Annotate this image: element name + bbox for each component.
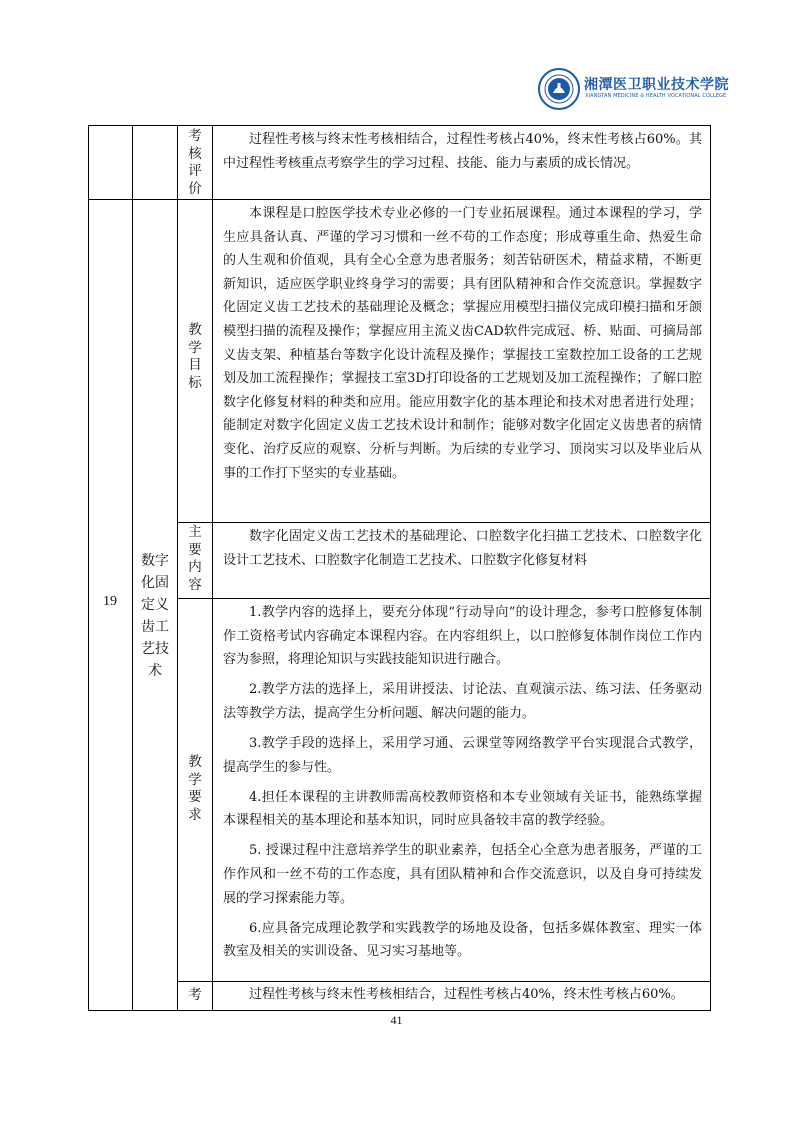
top-row-text-cell <box>223 128 702 175</box>
objectives-text-cell <box>223 202 702 485</box>
college-seal-icon <box>538 68 580 110</box>
requirement-item: 5. 授课过程中注意培养学生的职业素养，包括全心全意为患者服务，严谨的工作作风和一丝不苟的工作态度，具有团队精神和合作交流意识，以及自身可持续发展的学习探索能力等。 <box>223 843 702 906</box>
table-left-border <box>88 125 89 1011</box>
table-right-border <box>710 125 711 1011</box>
college-name: 湘潭医卫职业技术学院 <box>584 77 729 93</box>
requirement-item: 1.教学内容的选择上，要充分体现“行动导向”的设计理念，参考口腔修复体制作工资格考试内容确定本课程内容。在内容组织上，以口腔修复体制作岗位工作内容为参照，将理论知识与实践技能知识进行融合。 <box>223 605 702 668</box>
top-row-text: 过程性考核与终末性考核相结合，过程性考核占40%，终末性考核占60%。其中过程性考核重点考察学生的学习过程、技能、能力与素质的成长情况。 <box>223 132 702 171</box>
top-row-label: 考 核 评 价 <box>188 128 202 197</box>
requirements-text-cell <box>223 601 702 970</box>
column-separator-3 <box>212 125 213 1011</box>
assessment-label: 考 <box>188 987 202 1003</box>
content-text-cell <box>223 525 702 572</box>
requirement-item: 6.应具备完成理论教学和实践教学的场地及设备，包括多媒体教室、理实一体教室及相关的实训设备、见习实习基地等。 <box>223 920 702 960</box>
requirement-item: 4.担任本课程的主讲教师需高校教师资格和本专业领域有关证书，能熟练掌握本课程相关的基本理论和基本知识，同时应具备较丰富的教学经验。 <box>223 789 702 829</box>
requirement-item: 3.教学手段的选择上，采用学习通、云课堂等网络教学平台实现混合式教学，提高学生的参与性。 <box>223 735 702 775</box>
content-text: 数字化固定义齿工艺技术的基础理论、口腔数字化扫描工艺技术、口腔数字化设计工艺技术、口腔数字化制造工艺技术、口腔数字化修复材料 <box>223 529 702 568</box>
table-bottom-border <box>88 1010 711 1011</box>
requirement-item: 2.教学方法的选择上，采用讲授法、讨论法、直观演示法、练习法、任务驱动法等教学方法，提高学生分析问题、解决问题的能力。 <box>223 682 702 721</box>
row-separator-objectives <box>177 522 711 523</box>
college-header <box>538 66 729 110</box>
row-separator-requirements <box>177 981 711 982</box>
content-label: 主 要 内 容 <box>188 524 202 593</box>
assessment-text-cell <box>223 983 702 1007</box>
course-name: 数字 化固 定义 齿工 艺技 术 <box>141 553 169 679</box>
table-top-border <box>88 125 711 126</box>
row-separator-content <box>177 598 711 599</box>
college-name-english: XIANGTAN MEDICINE & HEALTH VOCATIONAL COLLEGE <box>585 93 727 99</box>
requirements-label: 教 学 要 求 <box>188 754 202 823</box>
objectives-label: 教 学 目 标 <box>188 322 202 391</box>
page-number: 41 <box>390 1013 403 1027</box>
course-number: 19 <box>103 594 117 609</box>
assessment-text: 过程性考核与终末性考核相结合，过程性考核占40%，终末性考核占60%。 <box>249 987 684 1002</box>
row-separator-main <box>88 199 711 200</box>
objectives-text: 本课程是口腔医学技术专业必修的一门专业拓展课程。通过本课程的学习，学生应具备认真、严谨的学习习惯和一丝不苟的工作态度；形成尊重生命、热爱生命的人生观和价值观，具有全心全意为患者服务；刻苦钻研医术，精益求精，不断更新知识，适应医学职业终身学习的需要；具有团队精神和合作交流意识。掌握数字化固定义齿工艺技术的基础理论及概念；掌握应用模型扫描仪完成印模扫描和牙颌模型扫描的流程及操作；掌握应用主流义齿CAD软件完成冠、桥、贴面、可摘局部义齿支架、种植基台等数字化设计流程及操作；掌握技工室数控加工设备的工艺规划及加工流程操作；掌握技工室3D打印设备的工艺规划及加工流程操作；了解口腔数字化修复材料的种类和应用。能应用数字化的基本理论和技术对患者进行处理；能制定对数字化固定义齿工艺技术设计和制作；能够对数字化固定义齿患者的病情变化、治疗反应的观察、分析与判断。为后续的专业学习、顶岗实习以及毕业后从事的工作打下坚实的专业基础。 <box>223 206 702 481</box>
